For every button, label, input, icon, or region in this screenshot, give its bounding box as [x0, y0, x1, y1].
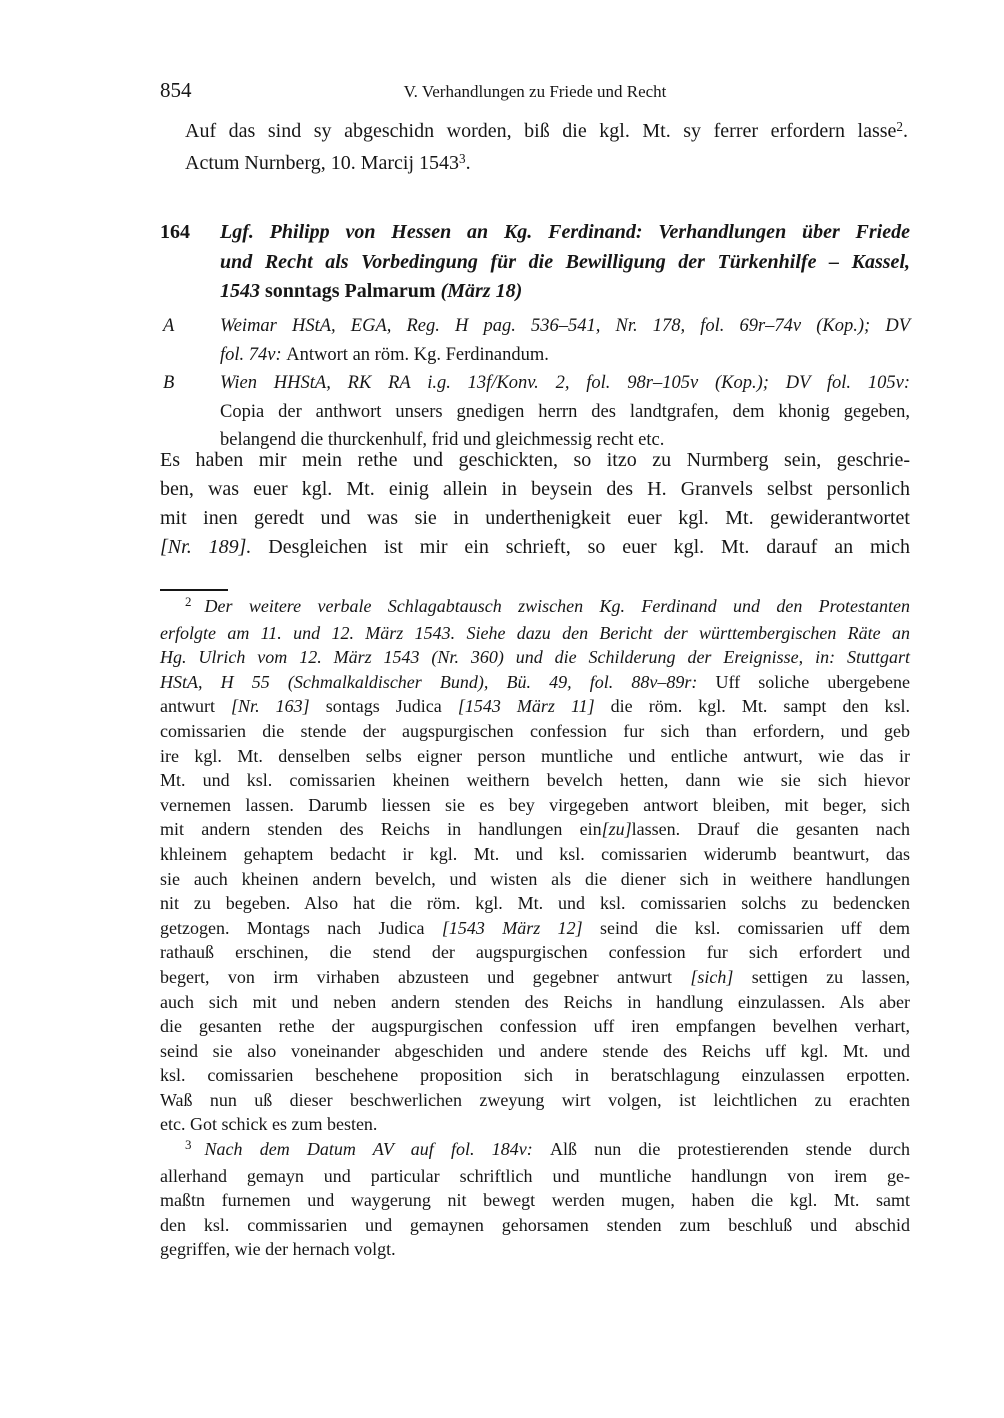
text-segment: [1543 März 11] — [457, 696, 611, 717]
text-segment: 1543 — [220, 280, 265, 302]
source-label: A — [163, 316, 175, 336]
text-line — [220, 248, 910, 278]
text-segment: Antwort an röm. Kg. Ferdinandum. — [286, 344, 549, 365]
text-segment: Mt. und ksl. comissarien kheinen weithern bevelch hetten, dann wie sie sich hievor — [160, 770, 910, 791]
text-segment: sontags Judica — [325, 696, 458, 717]
text-line — [160, 1039, 910, 1064]
text-segment: Auf das sind sy abgeschidn worden, biß die kgl. Mt. sy ferrer erfordern lasse — [185, 120, 897, 142]
text-line — [160, 594, 910, 621]
superscript-footnote-ref: 2 — [185, 594, 192, 610]
source-list — [160, 312, 910, 455]
text-segment: Lgf. Philipp von Hessen an Kg. Ferdinand: Verhandlungen über Friede — [220, 221, 910, 243]
text-segment: seind sie also voneinander abgeschiden und andere stende des Reichs uff kgl. Mt. und — [160, 1040, 910, 1061]
text-line — [160, 916, 910, 941]
text-segment: settigen zu lassen, — [751, 966, 911, 987]
text-segment: mit inen geredt und was sie in underthenigkeit euer kgl. Mt. gewiderantwortet — [160, 507, 910, 529]
text-line — [160, 504, 910, 533]
text-segment: Es haben mir mein rethe und geschickten, so itzo zu Nurmberg sein, geschrie- — [160, 449, 910, 471]
text-line — [160, 1213, 910, 1238]
text-line — [220, 369, 910, 398]
text-line — [160, 1063, 910, 1088]
text-line — [160, 719, 910, 744]
text-segment: . — [903, 120, 908, 142]
entry-heading — [160, 218, 910, 307]
text-segment: [1543 März 12] — [441, 917, 601, 938]
text-line — [160, 842, 910, 867]
source-item-b — [160, 369, 910, 455]
text-line — [160, 1188, 910, 1213]
text-segment: vernemen lassen. Darumb liessen sie es bey virgegeben antwort bleiben, mit beger, sich — [160, 794, 910, 815]
text-segment: comissarien die stende der augspurgischen confession fur sich than erfordern, und geb — [160, 720, 910, 741]
text-segment: Nach dem Datum AV auf fol. 184v: — [204, 1139, 550, 1160]
text-line — [160, 1137, 910, 1164]
text-segment: mit andern stenden des Reichs in handlungen ein — [160, 819, 602, 840]
text-line — [160, 744, 910, 769]
text-line — [220, 218, 910, 248]
source-label: B — [163, 373, 175, 394]
page-header — [160, 78, 910, 108]
source-item-a — [160, 312, 910, 369]
text-segment: begert, von irm virhaben abzusteen und gegebner antwurt — [160, 966, 691, 987]
superscript-footnote-ref: 3 — [185, 1137, 192, 1153]
entry-title — [220, 218, 910, 307]
text-line — [160, 1164, 910, 1189]
text-line — [160, 965, 910, 990]
footnote-2 — [160, 594, 910, 1137]
text-segment: getzogen. Montags nach Judica — [160, 917, 442, 938]
text-line — [160, 694, 910, 719]
text-segment: und Recht als Vorbedingung für die Bewilligung der Türkenhilfe – Kassel, — [220, 250, 910, 273]
text-line — [160, 990, 910, 1015]
text-line — [160, 670, 910, 695]
text-segment: belangend die thurckenhulf, frid und gleichmessig recht etc. — [220, 430, 665, 451]
entry-number: 164 — [160, 221, 190, 243]
footnote-separator — [160, 589, 228, 591]
text-segment: Desgleichen ist mir ein schrieft, so euer kgl. Mt. darauf an mich — [268, 536, 910, 558]
text-segment: Alß nun die protestierenden stende durch — [549, 1139, 910, 1160]
text-segment: [zu] — [601, 819, 632, 840]
text-segment: rathauß erschinen, die stend der augspurgischen confession fur sich erfordert und — [160, 942, 910, 963]
text-segment: gegriffen, wie der hernach volgt. — [160, 1239, 396, 1260]
text-segment: . — [465, 152, 471, 174]
text-segment: [sich] — [690, 966, 752, 987]
closing-paragraph — [185, 116, 908, 180]
text-line — [160, 793, 910, 818]
text-segment: die röm. kgl. Mt. sampt den ksl. — [610, 696, 911, 717]
text-line — [160, 817, 910, 842]
text-segment: Wien HHStA, RK RA i.g. 13f/Konv. 2, fol. 98r–105v (Kop.); DV fol. 105v: — [220, 373, 910, 394]
text-segment: die gesanten rethe der augspurgischen confession uff iren empfangen bevelhen verhart, — [160, 1016, 910, 1037]
source-text — [220, 369, 910, 455]
text-segment: [Nr. 189]. — [160, 536, 269, 558]
text-line — [160, 1014, 910, 1039]
text-segment: Uff soliche ubergebene — [715, 671, 910, 692]
body-paragraph — [160, 446, 910, 562]
text-segment: fol. 74v: — [220, 344, 287, 365]
text-segment: Copia der anthwort unsers gnedigen herrn des landtgrafen, dem khonig gegeben, — [220, 401, 910, 422]
text-segment: Weimar HStA, EGA, Reg. H pag. 536–541, Nr. 178, fol. 69r–74v (Kop.); DV — [220, 316, 910, 336]
text-segment: Hg. Ulrich vom 12. März 1543 (Nr. 360) und die Schilderung der Ereignisse, in: Stuttgart — [160, 647, 910, 668]
text-segment: allerhand gemayn und particular schriftlich und muntliche handlungn von irem ge- — [160, 1165, 910, 1186]
running-title: V. Verhandlungen zu Friede und Recht — [403, 82, 667, 101]
text-line — [220, 341, 910, 370]
text-segment: Actum Nurnberg, 10. Marcij 1543 — [185, 152, 460, 174]
text-segment: ben, was euer kgl. Mt. einig allein in beysein des H. Granvels selbst personlich — [160, 478, 910, 500]
text-segment: [Nr. 163] — [231, 696, 326, 717]
text-line — [220, 398, 910, 427]
text-line — [160, 446, 910, 475]
text-segment: etc. Got schick es zum besten. — [160, 1114, 378, 1135]
text-segment: (März 18) — [440, 280, 523, 302]
text-segment: Der weitere verbale Schlagabtausch zwischen Kg. Ferdinand und den Protestanten — [204, 596, 910, 616]
text-line — [160, 867, 910, 892]
text-segment: antwurt — [160, 696, 232, 717]
text-segment: sonntags Palmarum — [265, 280, 441, 302]
text-segment: maßtn furnemen und waygerung nit bewegt werden mugen, haben die kgl. Mt. samt — [160, 1190, 910, 1211]
text-segment: khleinem gehaptem bedacht ir kgl. Mt. und ksl. comissarien widerumb beantwurt, das — [160, 843, 910, 864]
text-segment: Waß nun uß dieser beschwerlichen zweyung wirt volgen, ist leichtlichen zu erachten — [160, 1089, 910, 1110]
text-line — [160, 768, 910, 793]
text-line — [185, 116, 908, 148]
text-line — [160, 940, 910, 965]
superscript-footnote-ref: 2 — [896, 119, 903, 135]
text-line — [160, 533, 910, 562]
source-text — [220, 312, 910, 369]
text-segment: HStA, H 55 (Schmalkaldischer Bund), Bü. 49, fol. 88v–89r: — [160, 671, 716, 692]
text-line — [220, 312, 910, 341]
page-number: 854 — [160, 78, 192, 102]
text-segment: nit zu begeben. Also hat die röm. kgl. Mt. und ksl. comissarien solchs zu bedencken — [160, 893, 910, 914]
text-line — [160, 645, 910, 670]
text-line — [185, 148, 908, 180]
text-line — [160, 621, 910, 646]
text-segment: ksl. comissarien beschehene proposition sich in beratschlagung einzulassen erpotten. — [160, 1065, 910, 1086]
text-line — [160, 475, 910, 504]
footnotes-section — [160, 594, 910, 1262]
text-line — [160, 1088, 910, 1113]
text-segment: lassen. Drauf die gesanten nach — [631, 819, 910, 840]
footnote-3 — [160, 1137, 910, 1262]
text-segment: seind die ksl. comissarien uff dem — [600, 917, 910, 938]
superscript-footnote-ref: 3 — [459, 151, 466, 167]
text-segment: sie auch kheinen andern bevelch, und wisten als die diener sich in weithere handlungen — [160, 868, 910, 889]
text-line — [160, 891, 910, 916]
text-line — [220, 277, 910, 307]
text-segment: den ksl. commissarien und gemaynen gehorsamen stenden zum beschluß und abschid — [160, 1214, 910, 1235]
text-line — [160, 1112, 910, 1137]
text-segment: erfolgte am 11. und 12. März 1543. Siehe dazu den Bericht der württembergischen Räte an — [160, 622, 910, 643]
text-segment: auch sich mit und neben andern stenden des Reichs in handlung einzulassen. Als aber — [160, 991, 910, 1012]
text-line — [160, 1237, 910, 1262]
text-segment: ire kgl. Mt. denselben selbs eigner person muntliche und entliche antwurt, wie das ir — [160, 745, 910, 766]
